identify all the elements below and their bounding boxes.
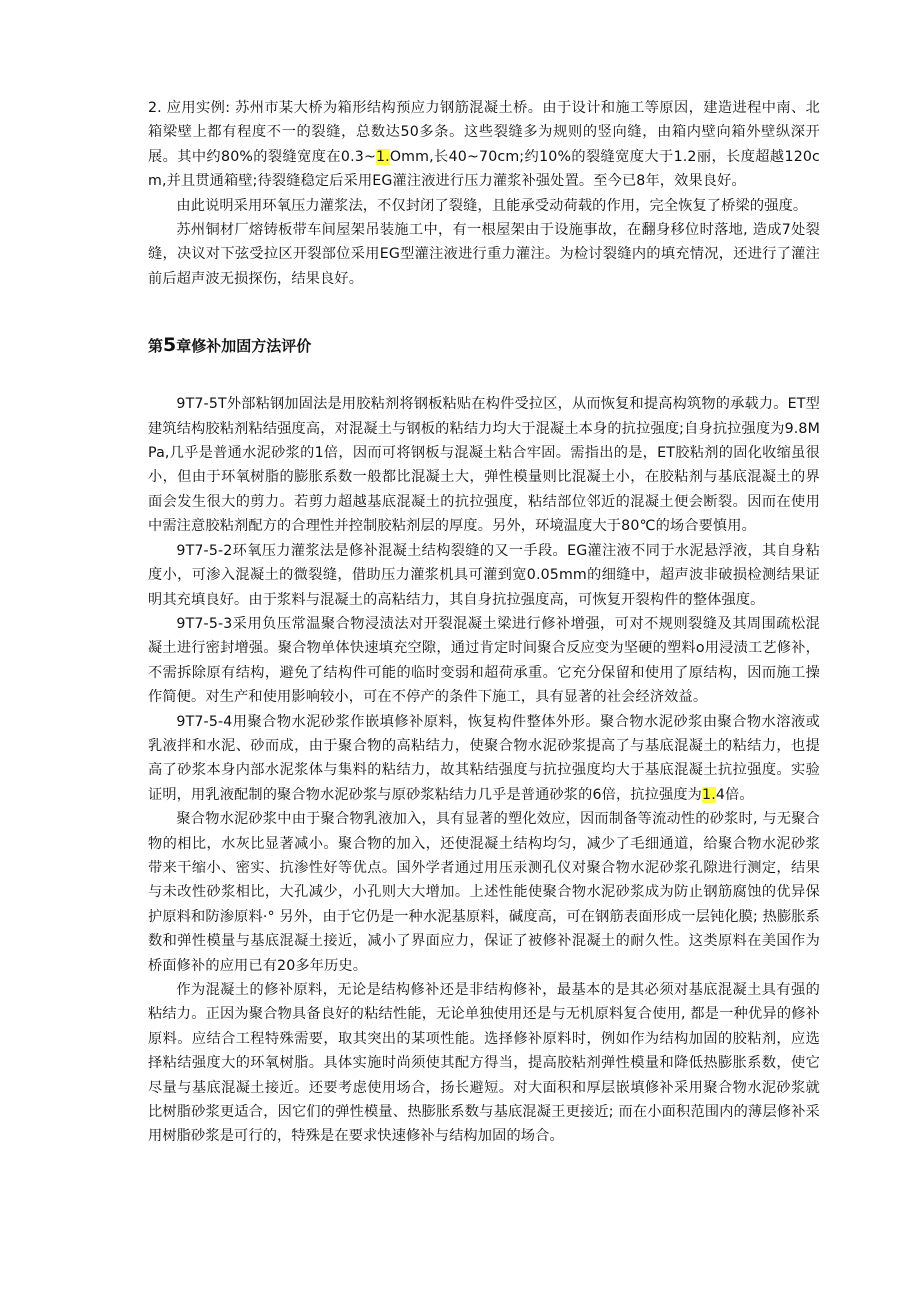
paragraph-conclusion [148, 194, 820, 218]
highlighted-text: 1. [702, 786, 716, 803]
chapter-title: 章修补加固方法评价 [176, 337, 312, 356]
paragraph-epoxy-grouting [148, 539, 820, 612]
paragraph-polymer-mortar [148, 710, 820, 808]
paragraph-text: 2. 应用实例: 苏州市某大桥为箱形结构预应力钢筋混凝土桥。由于设计和施工等原因，建造进程中南、北箱梁壁上都有程度不一的裂缝，总数达50多条。这些裂缝多为规则的竖向缝，由箱内壁向箱外壁纵深开展。其中约80%的裂缝宽度在0.3~ [148, 100, 820, 165]
paragraph-text: 9T7-5-3采用负压常温聚合物浸渍法对开裂混凝土梁进行修补增强，可对不规则裂缝及其周围疏松混凝土进行密封增强。聚合物单体快速填充空隙，通过肯定时间聚合反应变为坚硬的塑料o用浸渍工艺修补，不需拆除原有结构，避免了结构件可能的临时变弱和超荷承重。它充分保留和使用了原结构，因而施工操作简便。对生产和使用影响较小，可在不停产的条件下施工，具有显著的社会经济效益。 [148, 615, 820, 706]
paragraph-polymer-impregnation [148, 612, 820, 710]
paragraph-repair-materials [148, 978, 820, 1149]
chapter-number: 5 [163, 334, 177, 357]
chapter-prefix: 第 [148, 337, 164, 356]
paragraph-factory-example [148, 218, 820, 291]
paragraph-steel-bonding [148, 392, 820, 538]
chapter-heading [148, 333, 820, 358]
section-4-example [148, 96, 820, 291]
paragraph-text: 聚合物水泥砂浆中由于聚合物乳液加入，具有显著的塑化效应，因而制备等流动性的砂浆时, 与无聚合物的相比，水灰比显著减小。聚合物的加入，还使混凝土结构均匀，减少了毛细通道，给聚合物水泥砂浆带来干缩小、密实、抗渗性好等优点。国外学者通过用压汞测孔仪对聚合物水泥砂浆孔隙进行测定，结果与未改性砂浆相比，大孔减少，小孔则大大增加。上述性能使聚合物水泥砂浆成为防止钢筋腐蚀的优异保护原料和防渗原料·° 另外，由于它仍是一种水泥基原料，碱度高，可在钢筋表面形成一层钝化膜; 热膨胀系数和弹性模量与基底混凝土接近，减小了界面应力，保证了被修补混凝土的耐久性。这类原料在美国作为桥面修补的应用已有20多年历史。 [148, 811, 820, 974]
paragraph-text: 9T7-5-2环氧压力灌浆法是修补混凝土结构裂缝的又一手段。EG灌注液不同于水泥悬浮液，其自身粘度小，可渗入混凝土的微裂缝，借助压力灌浆机具可灌到宽0.05mm的细缝中，超声波非破损检测结果证明其充填良好。由于浆料与混凝土的高粘结力，其自身抗拉强度高，可恢复开裂构件的整体强度。 [148, 542, 820, 608]
document-page [148, 96, 820, 1149]
paragraph-text: 9T7-5T外部粘钢加固法是用胶粘剂将钢板粘贴在构件受拉区，从而恢复和提高构筑物的承载力。ET型建筑结构胶粘剂粘结强度高，对混凝土与钢板的粘结力均大于混凝土本身的抗拉强度;自身抗拉强度为9.8MPa,几乎是普通水泥砂浆的1倍，因而可将钢板与混凝土粘合牢固。需指出的是，ET胶粘剂的固化收缩虽很小，但由于环氧树脂的膨胀系数一般都比混凝土大，弹性模量则比混凝土小，在胶粘剂与基底混凝土的界面会发生很大的剪力。若剪力超越基底混凝土的抗拉强度，粘结部位邻近的混凝土便会断裂。因而在使用中需注意胶粘剂配方的合理性并控制胶粘剂层的厚度。另外，环境温度大于80℃的场合要慎用。 [148, 396, 820, 535]
paragraph-text: 9T7-5-4用聚合物水泥砂浆作嵌填修补原料，恢复构件整体外形。聚合物水泥砂浆由聚合物水溶液或乳液拌和水泥、砂而成，由于聚合物的高粘结力，使聚合物水泥砂浆提高了与基底混凝土的粘结力，也提高了砂浆本身内部水泥浆体与集料的粘结力，故其粘结强度与抗拉强度均大于基底混凝土抗拉强度。实验证明，用乳液配制的聚合物水泥砂浆与原砂浆粘结力几乎是普通砂浆的6倍，抗拉强度为 [148, 713, 820, 803]
paragraph-text: 由此说明采用环氧压力灌浆法，不仅封闭了裂缝，且能承受动荷载的作用，完全恢复了桥梁的强度。 [176, 197, 808, 214]
paragraph-text: Omm,长40~70cm;约10%的裂缝宽度大于1.2丽，长度超越120cm,并且贯通箱壁;待裂缝稳定后采用EG灌注液进行压力灌浆补强处置。至今已8年，效果良好。 [148, 148, 820, 190]
paragraph-mortar-properties [148, 807, 820, 978]
section-5-body [148, 392, 820, 1149]
paragraph-text: 4倍。 [715, 786, 754, 803]
paragraph-text: 苏州铜材厂熔铸板带车间屋架吊装施工中，有一根屋架由于设施事故，在翻身移位时落地, 造成7处裂缝，决议对下弦受拉区开裂部位采用EG型灌注液进行重力灌注。为检讨裂缝内的填充情况，还进行了灌注前后超声波无损探伤，结果良好。 [148, 222, 820, 287]
paragraph-bridge-example [148, 96, 820, 194]
highlighted-text: 1. [375, 148, 390, 165]
paragraph-text: 作为混凝土的修补原料，无论是结构修补还是非结构修补，最基本的是其必须对基底混凝土具有强的粘结力。正因为聚合物具备良好的粘结性能，无论单独使用还是与无机原料复合使用, 都是一种优异的修补原料。应结合工程特殊需要，取其突出的某项性能。选择修补原料时，例如作为结构加固的胶粘剂，应选择粘结强度大的环氧树脂。具体实施时尚须使其配方得当，提高胶粘剂弹性模量和降低热膨胀系数，使它尽量与基底混凝土接近。还要考虑使用场合，扬长避短。对大面积和厚层嵌填修补采用聚合物水泥砂浆就比树脂砂浆更适合，因它们的弹性模量、热膨胀系数与基底混凝王更接近; 而在小面积范围内的薄层修补采用树脂砂浆是可行的，特殊是在要求快速修补与结构加固的场合。 [148, 982, 820, 1145]
